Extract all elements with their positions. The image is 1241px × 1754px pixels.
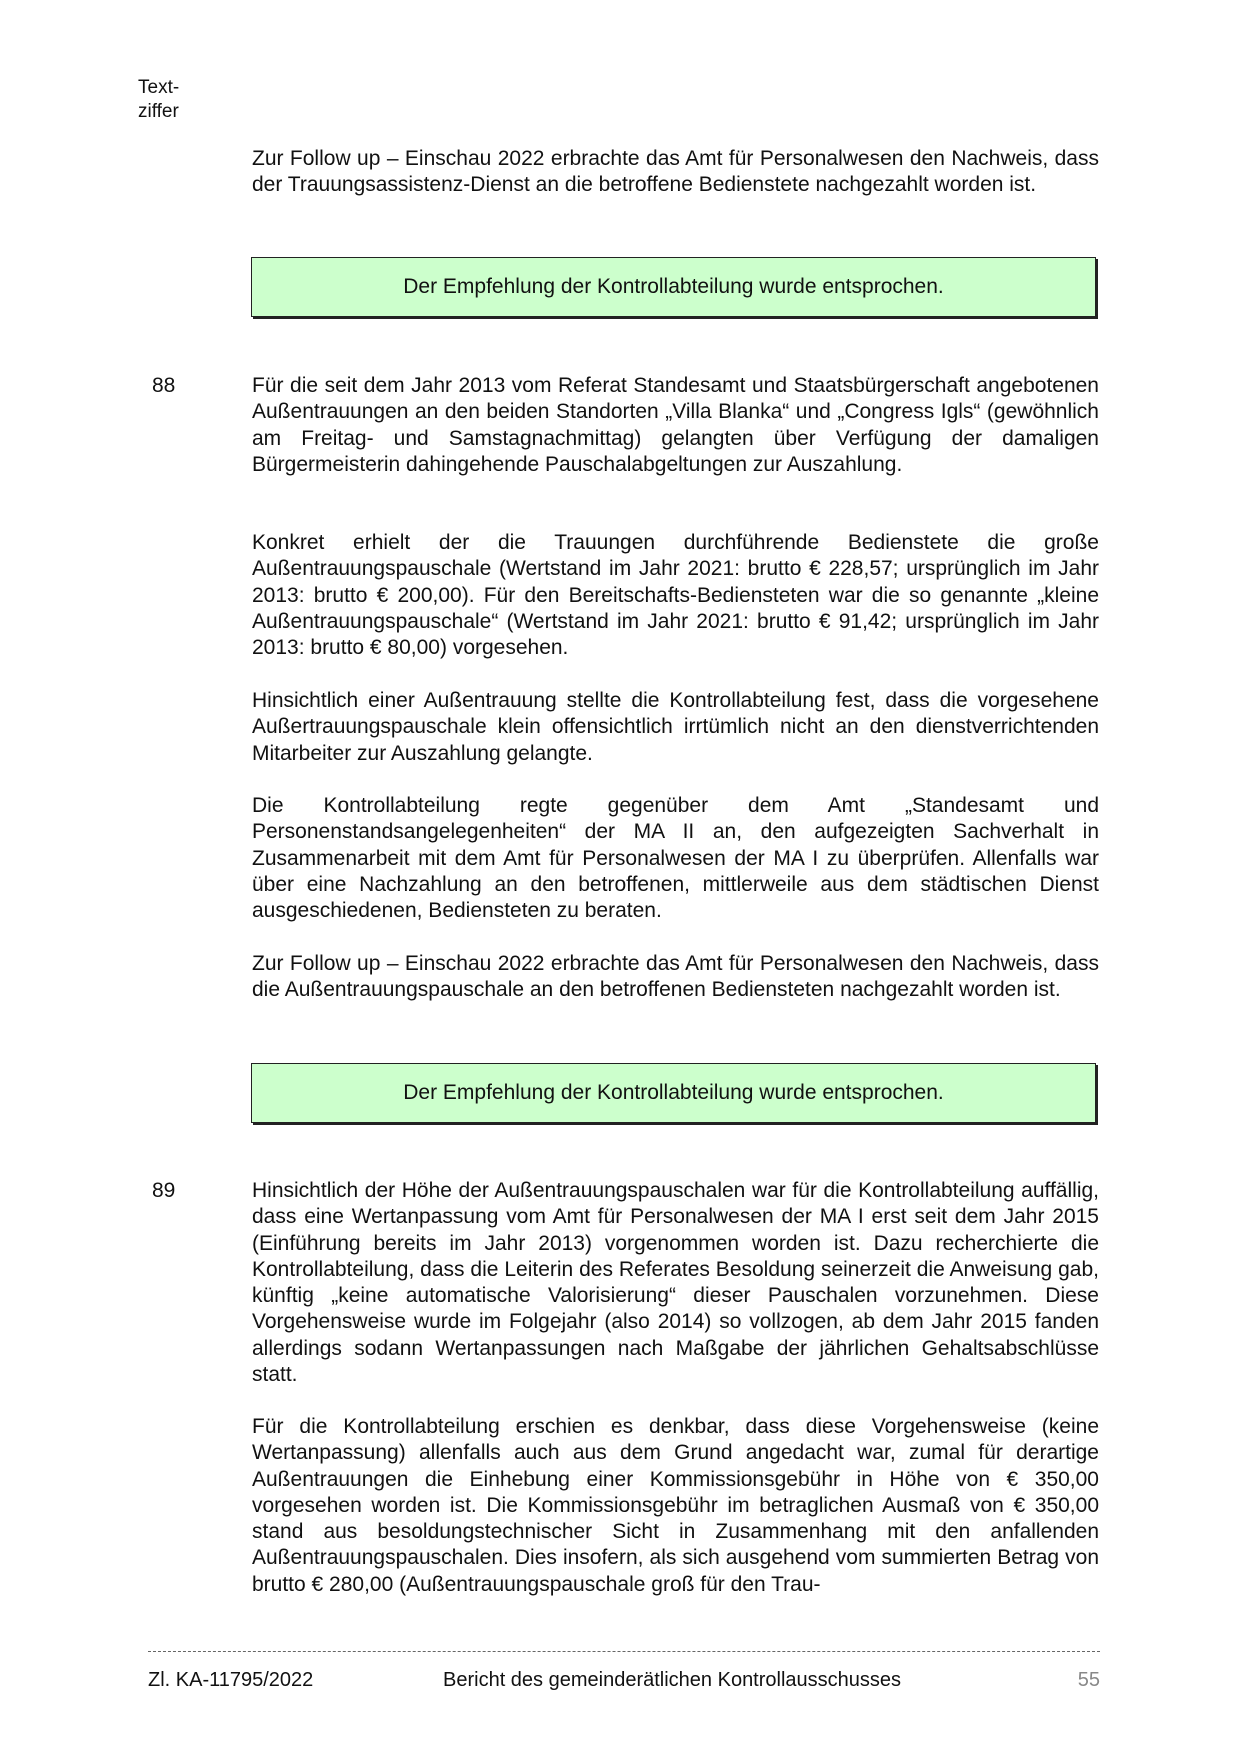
paragraph: Zur Follow up – Einschau 2022 erbrachte das Amt für Personalwesen den Nachweis, dass die Außentrauungspauschale an den betroffenen Bediensteten nachgezahlt worden ist. (252, 952, 1099, 1002)
page-number: 55 (1077, 1669, 1100, 1691)
margin-label-textziffer (138, 76, 179, 124)
paragraph: Hinsichtlich der Höhe der Außentrauungspauschalen war für die Kontrollabteilung auffällig, dass eine Wertanpassung vom Amt für Personalwesen der MA I erst seit dem Jahr 2015 (Einführung bereits im Jahr 2013) vorgenommen worden ist. Dazu recherchierte die Kontrollabteilung, dass die Leiterin des Referates Besoldung seinerzeit die Anweisung gab, künftig „keine automatische Valorisierung“ dieser Pauschalen vorzunehmen. Diese Vorgehensweise wurde im Folgejahr (also 2014) so vollzogen, ab dem Jahr 2015 fanden allerdings sodann Wertanpassungen nach Maßgabe der jährlichen Gehaltsabschlüsse statt. (252, 1179, 1099, 1387)
paragraph: Konkret erhielt der die Trauungen durchführende Bedienstete die große Außentrauungspauschale (Wertstand im Jahr 2021: brutto € 228,57; ursprünglich im Jahr 2013: brutto € 200,00). Für den Bereitschafts-Bediensteten war die so genannte „kleine Außentrauungspauschale“ (Wertstand im Jahr 2021: brutto € 91,42; ursprünglich im Jahr 2013: brutto € 80,00) vorgesehen. (252, 531, 1099, 660)
paragraph: Zur Follow up – Einschau 2022 erbrachte das Amt für Personalwesen den Nachweis, dass der Trauungsassistenz-Dienst an die betroffene Bedienstete nachgezahlt worden ist. (252, 147, 1099, 197)
margin-label-line2: ziffer (138, 101, 179, 122)
section-number: 88 (152, 374, 176, 397)
paragraph: Für die seit dem Jahr 2013 vom Referat Standesamt und Staatsbürgerschaft angebotenen Außentrauungen an den beiden Standorten „Villa Blanka“ und „Congress Igls“ (gewöhnlich am Freitag- und Samstagnachmittag) gelangten über Verfügung der damaligen Bürgermeisterin dahingehende Pauschalabgeltungen zur Auszahlung. (252, 374, 1099, 476)
verdict-box (251, 257, 1096, 317)
footer-divider (148, 1651, 1100, 1652)
verdict-text: Der Empfehlung der Kontrollabteilung wurde entsprochen. (403, 275, 944, 298)
section-number: 89 (152, 1179, 176, 1202)
paragraph: Die Kontrollabteilung regte gegenüber dem Amt „Standesamt und Personenstandsangelegenheiten“ der MA II an, den aufgezeigten Sachverhalt in Zusammenarbeit mit dem Amt für Personalwesen der MA I zu überprüfen. Allenfalls war über eine Nachzahlung an den betroffenen, mittlerweile aus dem städtischen Dienst ausgeschiedenen, Bediensteten zu beraten. (252, 794, 1099, 923)
verdict-box (251, 1063, 1096, 1123)
verdict-text: Der Empfehlung der Kontrollabteilung wurde entsprochen. (403, 1081, 944, 1104)
paragraph: Für die Kontrollabteilung erschien es denkbar, dass diese Vorgehensweise (keine Wertanpassung) allenfalls auch aus dem Grund angedacht war, zumal für derartige Außentrauungen die Einhebung einer Kommissionsgebühr in Höhe von € 350,00 vorgesehen worden ist. Die Kommissionsgebühr im betraglichen Ausmaß von € 350,00 stand aus besoldungstechnischer Sicht in Zusammenhang mit den anfallenden Außentrauungspauschalen. Dies insofern, als sich ausgehend vom summierten Betrag von brutto € 280,00 (Außentrauungspauschale groß für den Trau- (252, 1415, 1099, 1596)
footer-title: Bericht des gemeinderätlichen Kontrollausschusses (443, 1669, 902, 1691)
margin-label-line1: Text- (138, 77, 180, 98)
paragraph: Hinsichtlich einer Außentrauung stellte die Kontrollabteilung fest, dass die vorgesehene Außertrauungspauschale klein offensichtlich irrtümlich nicht an den dienstverrichtenden Mitarbeiter zur Auszahlung gelangte. (252, 689, 1099, 765)
footer-reference: Zl. KA-11795/2022 (148, 1669, 314, 1691)
